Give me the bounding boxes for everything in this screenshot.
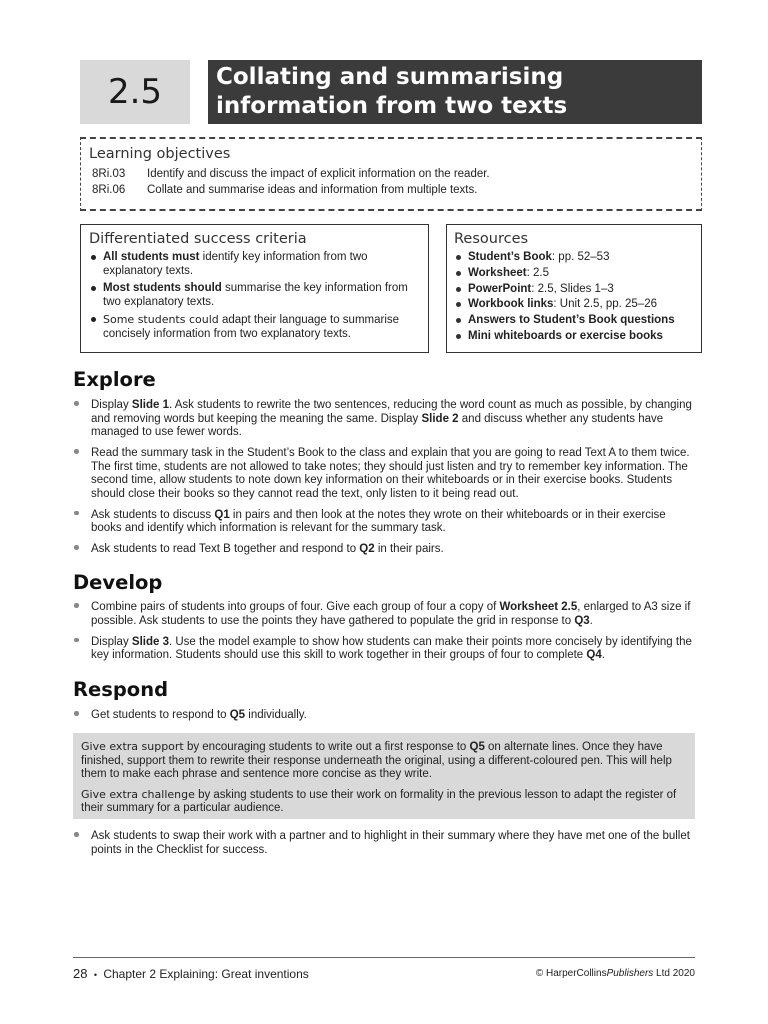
bold-text: Slide 2 — [421, 412, 459, 425]
respond-item — [73, 709, 693, 723]
respond-list — [73, 709, 693, 730]
bold-text: All students must — [103, 251, 200, 263]
copyright — [536, 968, 695, 979]
explore-item — [73, 447, 693, 501]
bold-text: Slide 1 — [131, 399, 169, 411]
objective-code: 8Ri.06 — [92, 184, 126, 196]
resources-box — [446, 224, 702, 353]
text-run: . Use the model example to show how students can make their points more concisely by identifying the key information. Students should use this skill to work together in their groups of four to complete — [91, 635, 692, 661]
lesson-title-line-2: information from two texts — [216, 93, 568, 119]
copyright-post: Ltd 2020 — [653, 968, 695, 979]
footer-left — [73, 966, 309, 981]
bold-text: Answers to Student’s Book questions — [468, 314, 675, 327]
bold-text: Workbook links — [468, 298, 554, 311]
develop-list — [73, 601, 693, 670]
text-run: Read the summary task in the Student’s Book to the class and explain that you are going to read Text A to them twice. The first time, students are not allowed to take notes; they should just listen and try to remember key information. The second time, allow students to note down key information on their whiteboards or in their exercise books. Students should close their books so they cannot read the text, only listen to it being read out. — [91, 447, 690, 500]
bold-text: Slide 3 — [131, 635, 169, 648]
success-criteria-box — [80, 224, 429, 353]
extra-support-note — [81, 740, 687, 782]
bold-text: Worksheet 2.5 — [499, 601, 578, 613]
text-run: . Ask students to rewrite the two sentences, reducing the word count as much as possible, by changing and removing words but keeping the meaning the same. Display — [91, 399, 692, 425]
bold-text: Q5 — [469, 741, 485, 753]
text-run: Combine pairs of students into groups of four. Give each group of four a copy of — [91, 601, 500, 613]
lead-phrase: Give extra challenge — [81, 787, 195, 801]
respond-final-list — [73, 830, 693, 865]
text-run: individually. — [245, 709, 307, 721]
resource-item — [454, 298, 691, 312]
text-run: , enlarged to A3 size if possible. Ask students to use the points they have gathered to populate the grid in response to — [91, 601, 691, 627]
objective-text: Collate and summarise ideas and information from multiple texts. — [147, 184, 478, 196]
resources-list — [454, 251, 691, 343]
text-run: identify key information from two explanatory texts. — [103, 251, 368, 277]
success-criteria-heading: Differentiated success criteria — [89, 231, 307, 247]
objective-text: Identify and discuss the impact of explicit information on the reader. — [147, 168, 490, 180]
respond-item — [73, 830, 693, 857]
bold-text: Most students should — [103, 282, 222, 294]
explore-list — [73, 399, 693, 564]
lesson-title — [208, 60, 702, 124]
criteria-item — [89, 282, 418, 309]
bold-text: Worksheet — [468, 266, 527, 279]
text-run: Ask students to discuss — [91, 508, 215, 521]
text-run: summarise the key information from two explanatory texts. — [103, 282, 408, 308]
learning-objectives-box — [80, 137, 702, 211]
bold-text: Q4 — [586, 649, 602, 661]
text-run: Ask students to read Text B together and respond to — [91, 543, 360, 555]
text-run: and discuss whether any students have managed to use fewer words. — [91, 412, 664, 438]
footer-separator: • — [93, 970, 97, 980]
develop-item — [73, 601, 693, 628]
resource-item — [454, 251, 691, 265]
develop-item — [73, 636, 693, 663]
text-run: by asking students to use their work on formality in the previous lesson to adapt the register of their summary for a particular audience. — [81, 788, 677, 814]
text-run: by encouraging students to write out a first response to — [183, 741, 470, 753]
text-run: . — [601, 649, 605, 661]
text-run: : Unit 2.5, pp. 25–26 — [553, 298, 657, 311]
resource-item — [454, 314, 691, 328]
text-run: Ask students to swap their work with a partner and to highlight in their summary where they have met one of the bullet points in the Checklist for success. — [91, 830, 690, 856]
criteria-item — [89, 251, 418, 278]
text-run: Display — [91, 635, 132, 648]
chapter-title: Chapter 2 Explaining: Great inventions — [103, 967, 309, 981]
explore-item — [73, 543, 693, 557]
resources-heading: Resources — [454, 231, 529, 247]
text-run: . — [589, 614, 593, 627]
text-run: : 2.5 — [526, 266, 549, 279]
criteria-item — [89, 313, 418, 341]
copyright-pre: © HarperCollins — [535, 968, 607, 979]
bold-text: Q3 — [574, 614, 590, 627]
extra-support-challenge-box — [73, 733, 695, 819]
text-run: : 2.5, Slides 1–3 — [531, 282, 614, 295]
explore-item — [73, 509, 693, 536]
text-run: in their pairs. — [374, 543, 444, 555]
explore-heading: Explore — [73, 368, 156, 391]
bold-text: Q1 — [214, 508, 230, 521]
bold-text: Student’s Book — [468, 251, 552, 263]
bold-text: Q5 — [229, 709, 246, 721]
respond-heading: Respond — [73, 678, 169, 701]
text-run: on alternate lines. Once they have finished, support them to rewrite their response underneath the original, using a different-coloured pen. This will help them to make each phrase and sentence more concise as they write. — [81, 741, 672, 780]
resource-item — [454, 267, 691, 281]
extra-challenge-note — [81, 788, 687, 816]
resource-item — [454, 283, 691, 297]
text-run: : pp. 52–53 — [551, 251, 610, 263]
bold-text: Q2 — [359, 543, 375, 555]
text-run: Get students to respond to — [91, 709, 230, 721]
lesson-title-line-1: Collating and summarising — [216, 64, 564, 90]
lesson-number: 2.5 — [80, 60, 190, 124]
resource-item — [454, 330, 691, 344]
bold-text: Mini whiteboards or exercise books — [468, 329, 663, 342]
explore-item — [73, 399, 693, 440]
lead-phrase: Give extra support — [81, 740, 184, 753]
bold-text: PowerPoint — [468, 282, 532, 295]
learning-objectives-heading: Learning objectives — [89, 146, 231, 162]
page-number: 28 — [73, 966, 88, 981]
lead-phrase: Some students could — [103, 313, 219, 326]
objective-row — [89, 182, 691, 198]
text-run: in pairs and then look at the notes they wrote on their whiteboards or in their exercise books and identify which information is relevant for the summary task. — [91, 508, 666, 534]
copyright-italic: Publishers — [606, 968, 654, 979]
success-criteria-list — [89, 251, 418, 341]
text-run: Display — [91, 399, 132, 411]
text-run: adapt their language to summarise concisely information from two explanatory texts. — [103, 314, 400, 340]
objective-code: 8Ri.03 — [92, 168, 126, 180]
develop-heading: Develop — [73, 571, 163, 594]
footer-rule — [73, 957, 695, 958]
objective-row — [89, 166, 691, 182]
